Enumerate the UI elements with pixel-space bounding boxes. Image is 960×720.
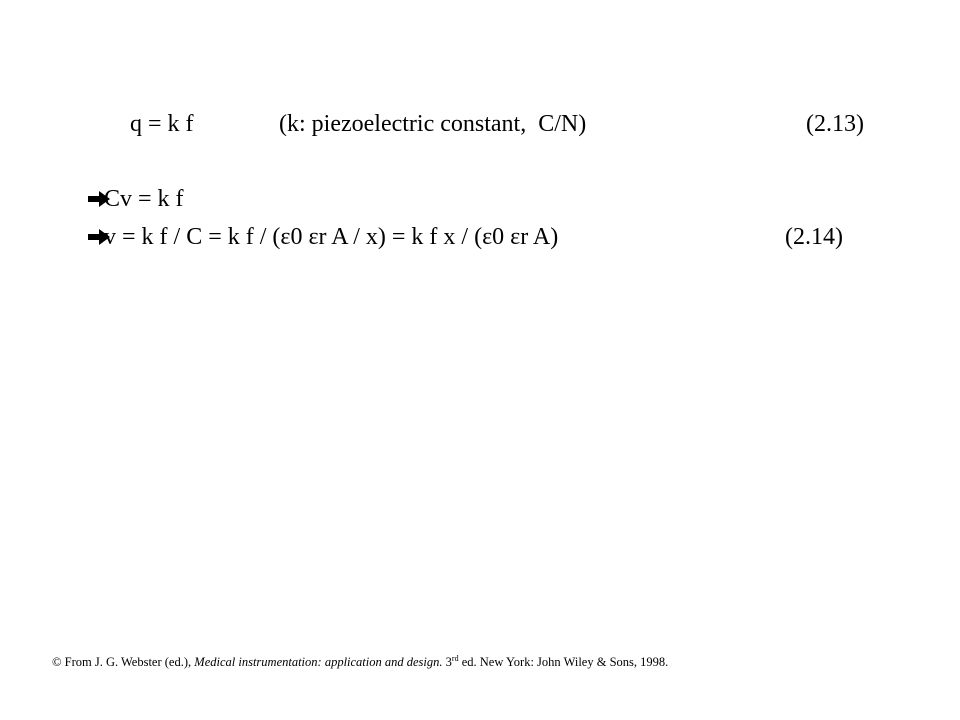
citation-title: Medical instrumentation: application and design.: [194, 655, 443, 669]
equation-2-13-note: (k: piezoelectric constant, C/N): [279, 111, 587, 137]
equation-cv-formula: Cv = k f: [104, 186, 184, 212]
citation-edition-suffix: rd: [451, 653, 459, 663]
equation-2-13-number: (2.13): [806, 111, 864, 137]
citation-edition-number: 3: [442, 655, 452, 669]
citation-suffix: ed. New York: John Wiley & Sons, 1998.: [458, 655, 669, 669]
equation-2-14-formula: v = k f / C = k f / (ε0 εr A / x) = k f x / (ε0 εr A): [104, 224, 559, 250]
citation-prefix: © From J. G. Webster (ed.),: [52, 655, 195, 669]
citation: [52, 654, 668, 670]
equation-2-14-number: (2.14): [785, 224, 843, 250]
equation-2-13-formula: q = k f: [130, 111, 194, 137]
